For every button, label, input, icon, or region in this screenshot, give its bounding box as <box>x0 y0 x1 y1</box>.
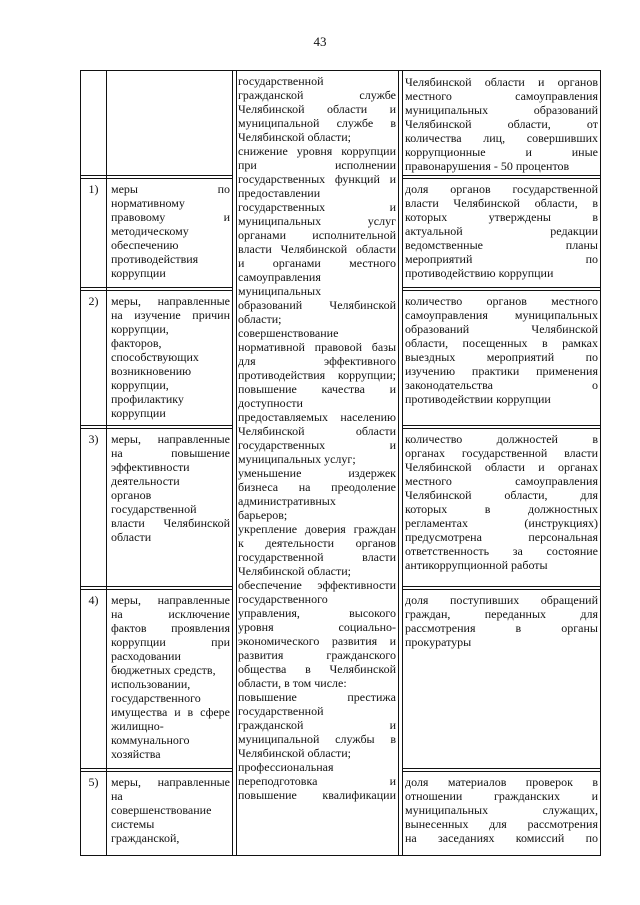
text-line: области; <box>238 312 282 326</box>
text-line: Челябинской области; <box>238 130 351 144</box>
text-line: органах государственной власти <box>405 446 598 460</box>
text-line: Челябинской области и органах <box>405 460 598 474</box>
text-line: государственной <box>111 502 197 516</box>
text-line: на заседаниях комиссий по <box>405 831 598 845</box>
row-number: 5) <box>88 775 99 789</box>
row-number: 3) <box>88 432 99 446</box>
text-line: экономического развития и <box>238 634 396 648</box>
text-line: актуальной редакции <box>405 224 598 238</box>
text-line: количество должностей в <box>405 432 598 446</box>
text-line: власти Челябинской области <box>238 242 396 256</box>
text-line: муниципальных <box>238 284 322 298</box>
indicator-cell <box>405 75 598 174</box>
text-line: доля поступивших обращений <box>405 593 598 607</box>
row-divider <box>402 425 601 426</box>
text-line: которых утверждены в <box>405 210 598 224</box>
row-number: 2) <box>88 294 99 308</box>
text-line: обеспечение эффективности <box>238 578 396 592</box>
text-line: области <box>111 530 152 544</box>
text-line: обеспечению <box>111 238 179 252</box>
row-divider <box>402 586 601 587</box>
text-line: профилактику <box>111 392 184 406</box>
row-divider <box>80 768 233 769</box>
row-number: 1) <box>88 182 99 196</box>
text-line: вынесенных для рассмотрения <box>405 817 598 831</box>
measure-cell <box>111 75 230 174</box>
indicator-cell <box>405 294 598 424</box>
text-line: методическому <box>111 224 189 238</box>
text-line: Челябинской области; <box>238 564 351 578</box>
text-line: государственных функций и <box>238 172 396 186</box>
text-line: хозяйства <box>111 747 161 761</box>
text-line: коммунального <box>111 733 190 747</box>
text-line: нормативной правовой базы <box>238 340 396 354</box>
text-line: муниципальной службы в <box>238 732 396 746</box>
measure-cell <box>111 775 230 853</box>
text-line: повышение качества и <box>238 382 396 396</box>
text-line: предусмотрена персональная <box>405 530 598 544</box>
text-line: и органами местного <box>238 256 396 270</box>
text-line: меры, направленные <box>111 775 230 789</box>
text-line: при исполнении <box>238 158 396 172</box>
row-divider <box>80 175 233 176</box>
text-line: на <box>111 789 123 803</box>
text-line: самоуправления <box>238 270 321 284</box>
text-line: совершенствование <box>111 803 212 817</box>
text-line: количество органов местного <box>405 294 598 308</box>
text-line: количества лиц, совершивших <box>405 131 598 145</box>
text-line: гражданской службе <box>238 88 396 102</box>
text-line: государственных и <box>238 200 396 214</box>
text-line: коррупции <box>111 406 166 420</box>
text-line: ведомственные планы <box>405 238 598 252</box>
row-divider <box>402 175 601 176</box>
text-line: на изучение причин <box>111 308 230 322</box>
row-number <box>81 75 106 174</box>
row-number: 4) <box>88 593 99 607</box>
text-line: изучению практики применения <box>405 364 598 378</box>
column-divider <box>236 70 237 856</box>
measure-cell <box>111 182 230 286</box>
text-line: снижение уровня коррупции <box>238 144 396 158</box>
text-line: отношении гражданских и <box>405 789 598 803</box>
text-line: Челябинской области <box>238 424 396 438</box>
text-line: профессиональная <box>238 760 334 774</box>
row-divider <box>80 586 233 587</box>
text-line: укрепление доверия граждан <box>238 522 396 536</box>
text-line: коррупции при <box>111 635 230 649</box>
text-line: противодействии коррупции <box>405 392 551 406</box>
text-line: противодействия <box>111 252 199 266</box>
text-line: бюджетных средств, <box>111 663 216 677</box>
row-divider <box>80 589 233 590</box>
text-line: меры, направленные <box>111 593 230 607</box>
row-divider <box>402 287 601 288</box>
text-line: коррупции <box>111 266 166 280</box>
text-line: возникновению <box>111 364 192 378</box>
text-line: способствующих <box>111 350 199 364</box>
text-line: государственной власти <box>238 550 396 564</box>
row-divider <box>402 771 601 772</box>
text-line: на исключение <box>111 607 230 621</box>
text-line: муниципальных образований <box>405 103 598 117</box>
text-line: бизнеса на преодоление <box>238 480 396 494</box>
text-line: Челябинской области, для <box>405 488 598 502</box>
text-line: которых в должностных <box>405 502 598 516</box>
text-line: совершенствование <box>238 326 339 340</box>
text-line: области, посещенных в рамках <box>405 336 598 350</box>
text-line: государственной <box>238 704 324 718</box>
text-line: уровня социально- <box>238 620 396 634</box>
text-line: области, в том числе: <box>238 676 347 690</box>
text-line: факторов, <box>111 336 162 350</box>
text-line: нормативному <box>111 196 185 210</box>
text-line: коррупционные и иные <box>405 145 598 159</box>
text-line: жилищно- <box>111 719 164 733</box>
column-divider <box>232 70 233 856</box>
measures-table <box>80 70 601 856</box>
text-line: на повышение <box>111 446 230 460</box>
text-line: расходовании <box>111 649 181 663</box>
text-line: к деятельности органов <box>238 536 396 550</box>
indicator-cell <box>405 593 598 767</box>
row-divider <box>80 428 233 429</box>
table-border-right <box>600 70 601 856</box>
row-divider <box>80 290 233 291</box>
text-line: системы <box>111 817 155 831</box>
text-line: уменьшение издержек <box>238 466 396 480</box>
text-line: предоставляемых населению <box>238 410 396 424</box>
text-line: законодательства о <box>405 378 598 392</box>
measure-cell <box>111 432 230 585</box>
text-line: доступности <box>238 396 303 410</box>
text-line: Челябинской области и органов <box>405 75 598 89</box>
text-line: переподготовка и <box>238 774 396 788</box>
text-line: барьеров; <box>238 508 288 522</box>
text-line: самоуправления муниципальных <box>405 308 598 322</box>
row-divider <box>80 287 233 288</box>
indicator-cell <box>405 432 598 585</box>
indicator-cell <box>405 182 598 286</box>
text-line: антикоррупционной работы <box>405 558 548 572</box>
text-line: прокуратуры <box>405 635 472 649</box>
text-line: использовании, <box>111 677 191 691</box>
text-line: меры по <box>111 182 230 196</box>
text-line: имущества и в сфере <box>111 705 230 719</box>
text-line: доля материалов проверок в <box>405 775 598 789</box>
text-line: граждан, переданных для <box>405 607 598 621</box>
text-line: муниципальных служащих, <box>405 803 598 817</box>
text-line: ответственность за состояние <box>405 544 598 558</box>
row-divider <box>402 428 601 429</box>
text-line: государственного <box>238 592 328 606</box>
indicator-cell <box>405 775 598 853</box>
text-line: эффективности <box>111 460 190 474</box>
text-line: административных <box>238 494 336 508</box>
text-line: государственного <box>111 691 201 705</box>
row-divider <box>402 290 601 291</box>
measure-cell <box>111 294 230 424</box>
text-line: органами исполнительной <box>238 228 396 242</box>
text-line: Челябинской области; <box>238 746 351 760</box>
text-line: муниципальной службе в <box>238 116 396 130</box>
text-line: общества в Челябинской <box>238 662 396 676</box>
text-line: повышение квалификации <box>238 788 396 802</box>
text-line: местного самоуправления <box>405 89 598 103</box>
text-line: меры, направленные <box>111 294 230 308</box>
text-line: фактов проявления <box>111 621 230 635</box>
text-line: мероприятий по <box>405 252 598 266</box>
measure-cell <box>111 593 230 767</box>
text-line: предоставлении <box>238 186 321 200</box>
text-line: государственных и <box>238 438 396 452</box>
text-line: гражданской и <box>238 718 396 732</box>
column-divider <box>398 70 399 856</box>
text-line: для эффективного <box>238 354 396 368</box>
text-line: муниципальных услуг; <box>238 452 356 466</box>
text-line: органов <box>111 488 152 502</box>
column-divider <box>106 70 107 856</box>
column-divider <box>402 70 403 856</box>
page-number: 43 <box>313 34 327 49</box>
expected-results-cell <box>238 74 396 854</box>
text-line: развития гражданского <box>238 648 396 662</box>
row-divider <box>402 768 601 769</box>
row-divider <box>402 589 601 590</box>
row-divider <box>402 178 601 179</box>
text-line: государственной <box>238 74 324 88</box>
text-line: выездных мероприятий по <box>405 350 598 364</box>
text-line: регламентах (инструкциях) <box>405 516 598 530</box>
text-line: Челябинской области, от <box>405 117 598 131</box>
text-line: правонарушения - 50 процентов <box>405 159 570 173</box>
text-line: деятельности <box>111 474 180 488</box>
text-line: гражданской, <box>111 831 180 845</box>
text-line: власти Челябинской <box>111 516 230 530</box>
row-divider <box>80 178 233 179</box>
text-line: правовому и <box>111 210 230 224</box>
text-line: управления, высокого <box>238 606 396 620</box>
text-line: повышение престижа <box>238 690 396 704</box>
text-line: местного самоуправления <box>405 474 598 488</box>
table-border-bottom <box>80 855 601 856</box>
row-divider <box>80 425 233 426</box>
text-line: меры, направленные <box>111 432 230 446</box>
text-line: Челябинской области и <box>238 102 396 116</box>
text-line: муниципальных услуг <box>238 214 396 228</box>
row-divider <box>80 771 233 772</box>
text-line: коррупции, <box>111 378 169 392</box>
text-line: образований Челябинской <box>238 298 396 312</box>
text-line: коррупции, <box>111 322 169 336</box>
text-line: противодействию коррупции <box>405 266 554 280</box>
text-line: власти Челябинской области, в <box>405 196 598 210</box>
text-line: доля органов государственной <box>405 182 598 196</box>
text-line: рассмотрения в органы <box>405 621 598 635</box>
text-line: противодействия коррупции; <box>238 368 396 382</box>
text-line: образований Челябинской <box>405 322 598 336</box>
table-border-top <box>80 70 601 71</box>
